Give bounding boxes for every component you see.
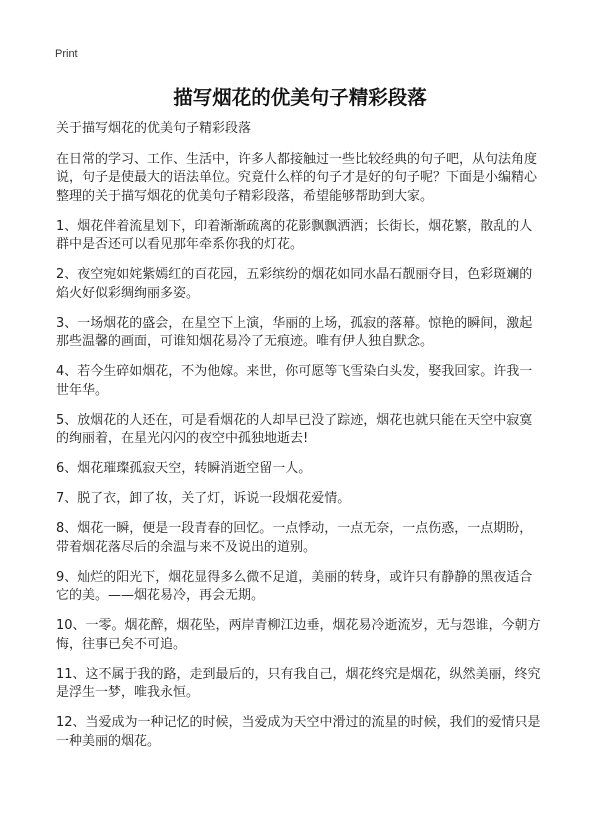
list-item: 6、烟花璀璨孤寂天空，转瞬消逝空留一人。 [56, 461, 312, 476]
print-link[interactable]: Print [55, 48, 78, 60]
article-body [56, 120, 543, 763]
list-item: 4、若今生碎如烟花，不为他嫁。来世，你可愿等飞雪染白头发，娶我回家。许我一世年华。 [56, 364, 533, 398]
page-title: 描写烟花的优美句子精彩段落 [173, 86, 427, 109]
list-item: 11、这不属于我的路，走到最后的，只有我自己，烟花终究是烟花，纵然美丽，终究是浮生一梦，唯我永恒。 [56, 666, 541, 700]
list-item: 10、一零。烟花醉，烟花坠，两岸青柳江边垂，烟花易冷逝流岁，无与怨谁，今朝方悔，往事已矣不可追。 [56, 618, 541, 652]
list-item: 7、脱了衣，卸了妆，关了灯，诉说一段烟花爱情。 [56, 491, 351, 506]
list-item: 12、当爱成为一种记忆的时候，当爱成为天空中滑过的流星的时候，我们的爱情只是一种美丽的烟花。 [56, 715, 541, 749]
list-item: 5、放烟花的人还在，可是看烟花的人却早已没了踪迹，烟花也就只能在天空中寂寞的绚丽着，在星光闪闪的夜空中孤独地逝去! [56, 412, 533, 446]
intro-paragraph: 在日常的学习、工作、生活中，许多人都接触过一些比较经典的句子吧，从句法角度说，句子是使最大的语法单位。究竟什么样的句子才是好的句子呢？下面是小编精心整理的关于描写烟花的优美句子精彩段落，希望能够帮助到大家。 [56, 151, 538, 204]
list-item: 1、烟花伴着流星划下，印着渐渐疏离的花影飘飘洒洒；长街长，烟花繁，散乱的人群中是否还可以看见那年牵系你我的灯花。 [56, 218, 533, 252]
list-item: 8、烟花一瞬，便是一段青春的回忆。一点悸动，一点无奈，一点伤惑，一点期盼，带着烟花落尽后的余温与来不及说出的道别。 [56, 521, 533, 555]
article-subtitle: 关于描写烟花的优美句子精彩段落 [56, 121, 252, 136]
list-item: 9、灿烂的阳光下，烟花显得多么微不足道，美丽的转身，或许只有静静的黑夜适合它的美。——烟花易冷，再会无期。 [56, 569, 533, 603]
list-item: 2、夜空宛如姹紫嫣红的百花园，五彩缤纷的烟花如同水晶石靓丽夺目，色彩斑斓的焰火好似彩绸绚丽多姿。 [56, 267, 533, 301]
list-item: 3、一场烟花的盛会，在星空下上演，华丽的上场，孤寂的落幕。惊艳的瞬间，激起那些温馨的画面，可谁知烟花易冷了无痕迹。唯有伊人独自默念。 [56, 315, 533, 349]
